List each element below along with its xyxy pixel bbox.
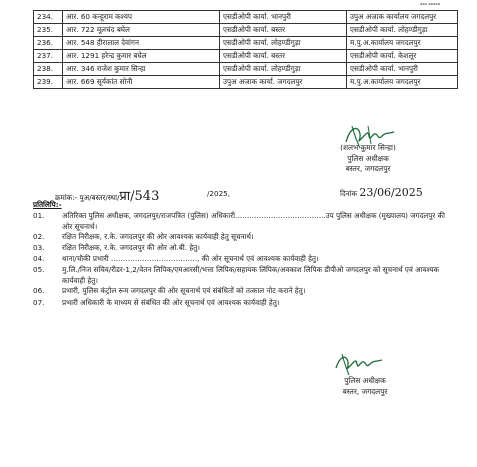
row-number: 237. (34, 50, 63, 63)
row-to-office: एसडीओपी कार्या. लोहण्डीगुड़ा (347, 24, 458, 37)
row-number: 235. (34, 24, 63, 37)
row-from-office: एसडीओपी कार्या. भानपुरी (220, 11, 347, 24)
row-to-office: एसडीओपी कार्या. केशलूर (347, 50, 458, 63)
copy-item-text: प्रभारी, पुलिस कंट्रोल रूम जगदलपुर की ओर सूचनार्थ एवं संबंधितों को तत्काल नोट कराने हेतु। (62, 286, 306, 295)
order-number-hand: प्रा/543 (119, 189, 160, 204)
row-number: 234. (34, 11, 63, 24)
transfer-table (33, 10, 458, 89)
copy-item-text: प्रभारी अधिकारी के माध्यम से संबंधित की ओर सूचनार्थ एवं आवश्यक कार्यवाही हेतु। (62, 298, 280, 307)
copy-item-number: 07. (33, 298, 45, 307)
copy-item-text: मु.लि./निज सचिव/रीडर-1,2/वेतन लिपिक/एमआरसी/भत्ता लिपिक/सहायक लिपिक/अवकाश लिपिक डीपीओ जगदलपुर को सूचनार्थ एवं आवश्यक कार्यवाही हेतु। (62, 265, 440, 285)
table-row (34, 11, 458, 24)
signatory1-designation: पुलिस अधीक्षक (347, 153, 389, 163)
table-row (34, 37, 458, 50)
row-number: 236. (34, 37, 63, 50)
page-mark: ▪▪▪ ▪▪▪▪▪ (420, 2, 441, 6)
signatory1-name: (शलभ कुमार सिन्हा) (340, 143, 396, 152)
copy-item-text: थाना/चौकी प्रभारी ………………………………, की ओर सूचनार्थ एवं आवश्यक कार्यवाही हेतु। (62, 254, 319, 263)
copy-item-number: 06. (33, 286, 45, 295)
order-date (340, 186, 423, 199)
order-number-line (55, 186, 159, 204)
row-to-office: म.पु.अ.कार्यालय जगदलपुर (347, 37, 458, 50)
table-row (34, 63, 458, 76)
signature-2 (330, 350, 386, 378)
date-value: 23/06/2025 (359, 186, 423, 199)
copy-heading: प्रतिलिपि:- (33, 200, 62, 209)
copy-item-number: 01. (33, 211, 45, 220)
signatory2-designation: पुलिस अधीक्षक (344, 376, 386, 385)
copy-item-number: 03. (33, 243, 45, 252)
row-number: 238. (34, 63, 63, 76)
order-year: /2025, (207, 189, 230, 198)
row-number: 239. (34, 76, 63, 89)
row-from-office: एसडीओपी कार्या. बस्तर (220, 24, 347, 37)
row-name: आर. 669 सूर्यकांत सोनी (63, 76, 220, 89)
row-to-office: एसडीओपी कार्या. भानपुरी (347, 63, 458, 76)
row-to-office: म.पु.अ.कार्यालय जगदलपुर (347, 76, 458, 89)
table-row (34, 24, 458, 37)
row-name: आर. 346 राजेश कुमार सिन्हा (63, 63, 220, 76)
copy-item-text: रक्षित निरीक्षक, र.के. जगदलपुर की ओर आवश्यक कार्यवाही हेतु सूचनार्थ। (62, 232, 254, 241)
copy-item-text: रक्षित निरीक्षक, र.के. जगदलपुर की ओर ओ.बी. हेतु। (62, 243, 200, 252)
row-from-office: एसडीओपी कार्या. लोहण्डीगुड़ा (220, 37, 347, 50)
copy-item-text: अतिरिक्त पुलिस अधीक्षक, जगदलपुर/राजपत्रित (पुलिस) अधिकारी………………………………..उप पुलिस अधीक्षक (मुख्यालय) जगदलपुर की ओर सूचनार्थ। (62, 211, 445, 231)
copy-item-number: 02. (33, 232, 45, 241)
row-name: आर. 1291 हरेन्द्र कुमार बघेल (63, 50, 220, 63)
table-row (34, 76, 458, 89)
row-name: आर. 60 कन्हूराम कश्यप (63, 11, 220, 24)
signatory2-place: बस्तर, जगदलपुर (342, 386, 388, 396)
copy-item-number: 05. (33, 265, 45, 274)
row-from-office: एसडीओपी कार्या. लोहण्डीगुड़ा (220, 63, 347, 76)
date-label: दिनांक (340, 189, 358, 198)
copy-item-number: 04. (33, 254, 45, 263)
row-from-office: उपुअ अजाक कार्या. जगदलपुर (220, 76, 347, 89)
signatory1-place: बस्तर, जगदलपुर (345, 164, 391, 173)
row-name: आर. 548 हीरालाल देवांगन (63, 37, 220, 50)
order-number-prefix: क्रमांक:- पुअ/बस्तर/स्था/ (55, 193, 120, 202)
row-from-office: एसडीओपी कार्या. बस्तर (220, 50, 347, 63)
table-row (34, 50, 458, 63)
row-to-office: उपुअ अजाक कार्यालय जगदलपुर (347, 11, 458, 24)
row-name: आर. 722 मूलचंद बघेल (63, 24, 220, 37)
